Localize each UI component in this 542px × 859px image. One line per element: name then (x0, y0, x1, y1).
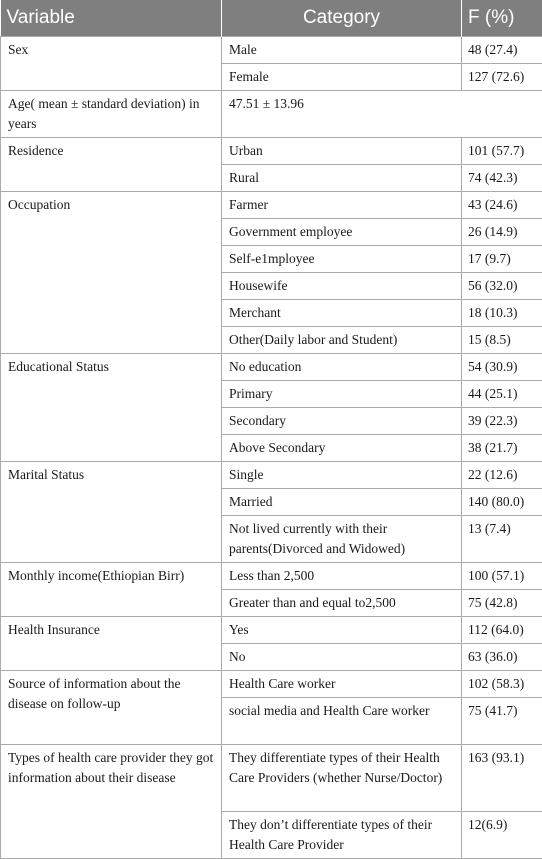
variable-cell: Age( mean ± standard deviation) in years (1, 91, 222, 138)
header-row (1, 0, 542, 37)
category-cell: They differentiate types of their Health Care Providers (whether Nurse/Doctor) (222, 745, 462, 812)
frequency-cell: 54 (30.9) (462, 354, 542, 381)
variable-cell: Sex (1, 37, 222, 91)
frequency-cell: 48 (27.4) (462, 37, 542, 64)
category-cell: Male (222, 37, 462, 64)
category-cell: Single (222, 462, 462, 489)
frequency-cell: 13 (7.4) (462, 516, 542, 563)
category-cell: 47.51 ± 13.96 (222, 91, 542, 138)
category-cell: Other(Daily labor and Student) (222, 327, 462, 354)
category-cell: Greater than and equal to2,500 (222, 590, 462, 617)
category-cell: No education (222, 354, 462, 381)
table-header (1, 0, 542, 37)
header-frequency: F (%) (462, 0, 542, 37)
category-cell: Self-e1mployee (222, 246, 462, 273)
table-row (1, 563, 542, 590)
frequency-cell: 63 (36.0) (462, 644, 542, 671)
category-cell: Farmer (222, 192, 462, 219)
category-cell: Secondary (222, 408, 462, 435)
frequency-cell: 26 (14.9) (462, 219, 542, 246)
frequency-cell: 44 (25.1) (462, 381, 542, 408)
variable-cell: Health Insurance (1, 617, 222, 671)
category-cell: Health Care worker (222, 671, 462, 698)
frequency-cell: 75 (41.7) (462, 698, 542, 745)
frequency-cell: 140 (80.0) (462, 489, 542, 516)
category-cell: Less than 2,500 (222, 563, 462, 590)
category-cell: Merchant (222, 300, 462, 327)
category-cell: No (222, 644, 462, 671)
category-cell: Not lived currently with their parents(Divorced and Widowed) (222, 516, 462, 563)
frequency-cell: 15 (8.5) (462, 327, 542, 354)
table-row (1, 745, 542, 812)
variable-cell: Residence (1, 138, 222, 192)
category-cell: Married (222, 489, 462, 516)
frequency-cell: 39 (22.3) (462, 408, 542, 435)
frequency-cell: 163 (93.1) (462, 745, 542, 812)
variable-cell: Source of information about the disease on follow-up (1, 671, 222, 745)
frequency-cell: 17 (9.7) (462, 246, 542, 273)
category-cell: Rural (222, 165, 462, 192)
frequency-cell: 112 (64.0) (462, 617, 542, 644)
table-row (1, 138, 542, 165)
table-body (1, 37, 542, 859)
category-cell: Yes (222, 617, 462, 644)
variable-cell: Occupation (1, 192, 222, 354)
frequency-cell: 102 (58.3) (462, 671, 542, 698)
variable-cell: Types of health care provider they got information about their disease (1, 745, 222, 859)
table-row (1, 37, 542, 64)
frequency-cell: 12(6.9) (462, 812, 542, 859)
category-cell: They don’t differentiate types of their Health Care Provider (222, 812, 462, 859)
table-row (1, 192, 542, 219)
frequency-cell: 74 (42.3) (462, 165, 542, 192)
category-cell: Primary (222, 381, 462, 408)
frequency-cell: 43 (24.6) (462, 192, 542, 219)
frequency-cell: 18 (10.3) (462, 300, 542, 327)
table-row (1, 91, 542, 138)
frequency-cell: 56 (32.0) (462, 273, 542, 300)
variable-cell: Educational Status (1, 354, 222, 462)
category-cell: Female (222, 64, 462, 91)
header-category: Category (222, 0, 462, 37)
frequency-cell: 75 (42.8) (462, 590, 542, 617)
table-row (1, 671, 542, 698)
frequency-cell: 101 (57.7) (462, 138, 542, 165)
category-cell: Housewife (222, 273, 462, 300)
frequency-cell: 100 (57.1) (462, 563, 542, 590)
frequency-cell: 38 (21.7) (462, 435, 542, 462)
category-cell: social media and Health Care worker (222, 698, 462, 745)
table-row (1, 462, 542, 489)
variable-cell: Marital Status (1, 462, 222, 563)
header-variable: Variable (1, 0, 222, 37)
category-cell: Above Secondary (222, 435, 462, 462)
table-row (1, 617, 542, 644)
variable-cell: Monthly income(Ethiopian Birr) (1, 563, 222, 617)
table-row (1, 354, 542, 381)
category-cell: Government employee (222, 219, 462, 246)
category-cell: Urban (222, 138, 462, 165)
frequency-cell: 127 (72.6) (462, 64, 542, 91)
frequency-cell: 22 (12.6) (462, 462, 542, 489)
